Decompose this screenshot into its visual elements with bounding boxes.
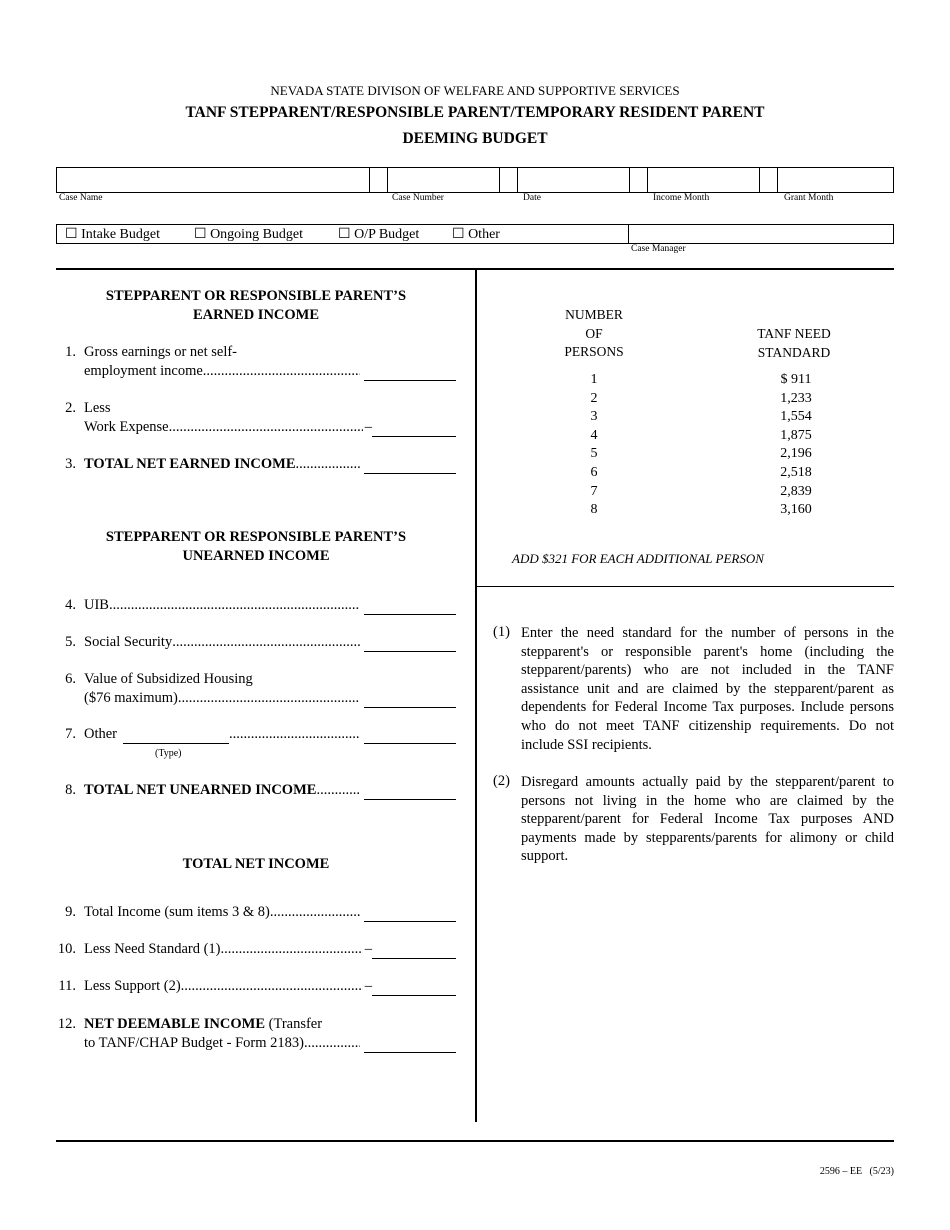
case-info-row <box>56 167 894 193</box>
table-cell: 3,160 <box>780 502 812 518</box>
item-12-net-deemable: 12. NET DEEMABLE INCOME (Transfer to TANF/CHAP Budget - Form 2183) ..... <box>56 1015 458 1055</box>
work-expense-input[interactable] <box>372 422 456 437</box>
form-subtitle: DEEMING BUDGET <box>402 130 548 147</box>
case-name-field[interactable] <box>57 168 369 192</box>
table-cell: 1,554 <box>780 409 812 425</box>
form-number: 2596 – EE (5/23) <box>819 1166 894 1177</box>
column-divider <box>475 270 477 1122</box>
other-type-input[interactable] <box>123 729 229 744</box>
item-10-need-standard: 10. Less Need Standard (1) ..... – <box>56 940 458 960</box>
item-9-total-income: 9. Total Income (sum items 3 & 8) ..... <box>56 903 458 923</box>
case-number-label: Case Number <box>392 193 444 203</box>
form-title: TANF STEPPARENT/RESPONSIBLE PARENT/TEMPORARY RESIDENT PARENT <box>185 104 765 121</box>
bottom-divider <box>56 1140 894 1142</box>
intake-budget-option[interactable]: ☐ Intake Budget <box>65 227 160 242</box>
table-cell: 8 <box>590 502 598 518</box>
case-number-field[interactable] <box>388 168 499 192</box>
total-net-earned-input[interactable] <box>364 459 456 474</box>
total-income-input[interactable] <box>364 907 456 922</box>
item-3-total-net-earned: 3. TOTAL NET EARNED INCOME ..... <box>56 455 458 475</box>
uib-input[interactable] <box>364 600 456 615</box>
table-cell: 4 <box>590 427 598 443</box>
case-manager-field[interactable] <box>629 225 893 243</box>
additional-person-note: ADD $321 FOR EACH ADDITIONAL PERSON <box>512 551 764 566</box>
item-7-other: 7. Other ..... <box>56 725 458 745</box>
income-month-field[interactable] <box>648 168 759 192</box>
date-field[interactable] <box>518 168 629 192</box>
support-input[interactable] <box>372 981 456 996</box>
table-cell: 6 <box>590 464 598 480</box>
table-cell: $ 911 <box>780 372 812 387</box>
item-5-social-security: 5. Social Security ..... <box>56 633 458 653</box>
social-security-input[interactable] <box>364 637 456 652</box>
other-option[interactable]: ☐ Other <box>452 227 500 242</box>
table-cell: 2,518 <box>780 464 812 480</box>
table-cell: 1,233 <box>780 390 812 406</box>
persons-column <box>574 371 614 520</box>
checkbox-icon[interactable]: ☐ <box>194 227 207 242</box>
ongoing-budget-option[interactable]: ☐ Ongoing Budget <box>194 227 304 242</box>
item-4-uib: 4. UIB ..... <box>56 596 458 616</box>
item-8-total-net-unearned: 8. TOTAL NET UNEARNED INCOME ..... <box>56 781 458 801</box>
need-standard-input[interactable] <box>372 944 456 959</box>
item-6-subsidized-housing: 6. Value of Subsidized Housing ($76 maximum) ..... <box>56 670 458 710</box>
grant-month-field[interactable] <box>778 168 893 192</box>
persons-column-header: NUMBER OF PERSONS <box>564 307 624 359</box>
gross-earnings-input[interactable] <box>364 366 456 381</box>
case-name-label: Case Name <box>59 193 103 203</box>
checkbox-icon[interactable]: ☐ <box>452 227 465 242</box>
table-cell: 2,196 <box>780 446 812 462</box>
net-deemable-input[interactable] <box>364 1038 456 1053</box>
item-11-support: 11. Less Support (2) ..... – <box>56 977 458 997</box>
op-budget-option[interactable]: ☐ O/P Budget <box>338 227 420 242</box>
earned-income-heading: STEPPARENT OR RESPONSIBLE PARENT’S EARNED INCOME <box>105 288 407 323</box>
table-cell: 7 <box>590 483 598 499</box>
table-cell: 2,839 <box>780 483 812 499</box>
table-cell: 1 <box>590 372 598 387</box>
item-2-work-expense: 2. Less Work Expense ..... – <box>56 399 458 439</box>
table-cell: 1,875 <box>780 427 812 443</box>
agency-name: NEVADA STATE DIVISON OF WELFARE AND SUPPORTIVE SERVICES <box>270 83 680 98</box>
budget-type-row <box>56 224 894 244</box>
table-cell: 5 <box>590 446 598 462</box>
type-caption: (Type) <box>155 748 182 759</box>
note-2-text: Disregard amounts actually paid by the stepparent/parent to persons not living in the home who are claimed by the stepparent/parent for Federal Income Tax purposes AND payments made by stepparents/parents for alimony or child support. <box>521 774 894 865</box>
total-net-unearned-input[interactable] <box>364 785 456 800</box>
subsidized-housing-input[interactable] <box>364 693 456 708</box>
unearned-income-heading: STEPPARENT OR RESPONSIBLE PARENT’S UNEARNED INCOME <box>105 529 407 564</box>
total-net-income-heading: TOTAL NET INCOME <box>182 856 330 872</box>
note-1-number: (1) <box>493 624 510 640</box>
grant-month-label: Grant Month <box>784 193 834 203</box>
checkbox-icon[interactable]: ☐ <box>65 227 78 242</box>
standards-column <box>756 371 836 520</box>
table-cell: 3 <box>590 409 598 425</box>
income-month-label: Income Month <box>653 193 710 203</box>
date-label: Date <box>523 193 541 203</box>
other-amount-input[interactable] <box>364 729 456 744</box>
item-1-gross-earnings: 1. Gross earnings or net self- employment income ..... <box>56 343 458 383</box>
right-section-divider <box>477 586 894 587</box>
note-1-text: Enter the need standard for the number of persons in the stepparent's or responsible parent's home (including the stepparent/parents) who are not included in the TANF assistance unit and are claimed by the stepparent/parent as dependents for Federal Income Tax purposes. Include persons who do not meet TANF citizenship requirements. Do not include SSI recipients. <box>521 625 894 753</box>
case-manager-label: Case Manager <box>631 244 686 254</box>
note-2-number: (2) <box>493 773 510 789</box>
need-standard-column-header: TANF NEED STANDARD <box>757 326 831 360</box>
checkbox-icon[interactable]: ☐ <box>338 227 351 242</box>
table-cell: 2 <box>590 390 598 406</box>
